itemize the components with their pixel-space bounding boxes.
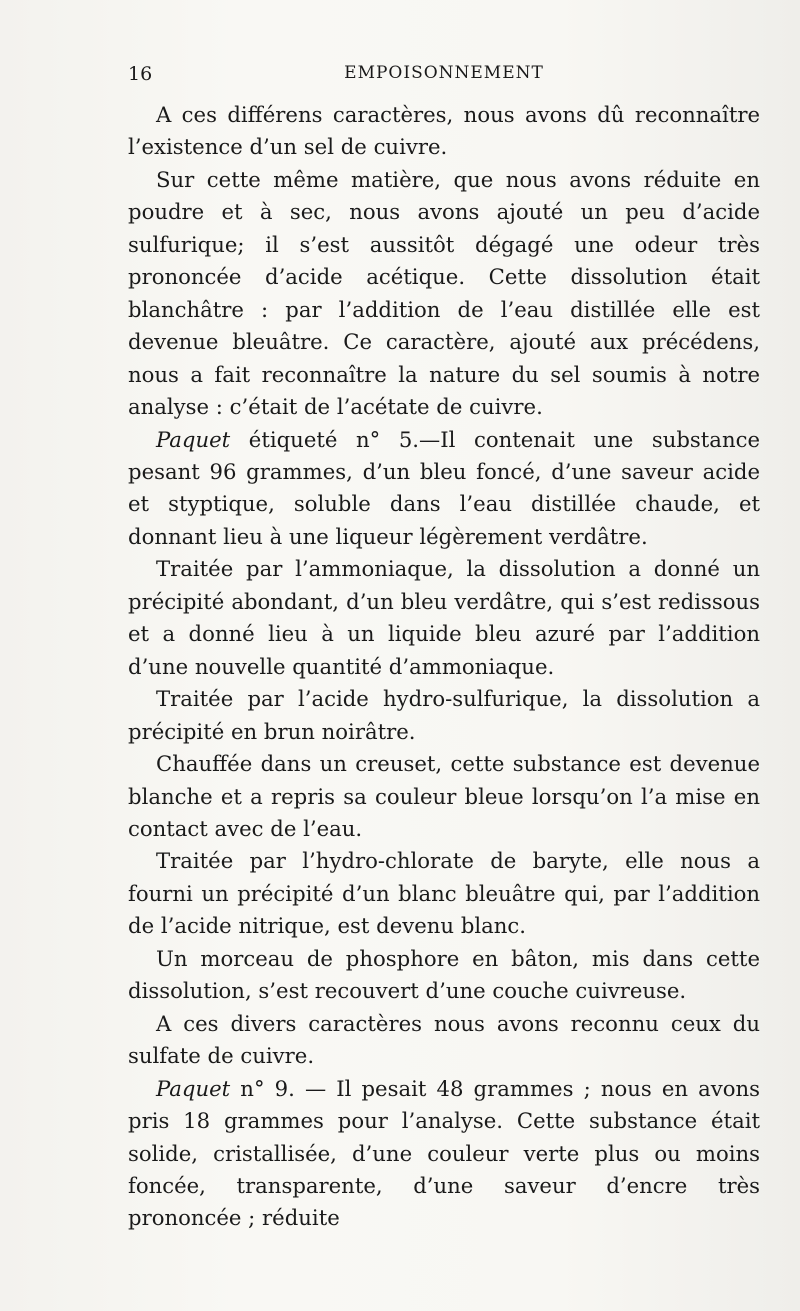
paragraph-text: Chauffée dans un creuset, cette substance est devenue blanche et a repris sa couleur bleue lorsqu’on l’a mise en contact avec de l’eau. bbox=[128, 751, 760, 841]
paragraph bbox=[128, 845, 760, 942]
paragraph-label: Paquet bbox=[156, 1075, 231, 1101]
paragraph-label: Paquet bbox=[156, 426, 231, 452]
running-title: EMPOISONNEMENT bbox=[344, 63, 544, 83]
paragraph bbox=[128, 1073, 760, 1235]
paragraph bbox=[128, 164, 760, 424]
paragraph-text: A ces divers caractères nous avons reconnu ceux du sulfate de cuivre. bbox=[128, 1010, 760, 1069]
paragraph-text: Traitée par l’hydro-chlorate de baryte, elle nous a fourni un précipité d’un blanc bleuâtre qui, par l’addition de l’acide nitrique, est devenu blanc. bbox=[128, 848, 760, 939]
paragraph-text: n° 9. — Il pesait 48 grammes ; nous en avons pris 18 grammes pour l’analyse. Cette substance était solide, cristallisée, d’une couleur verte plus ou moins foncée, transparente, d’une saveur d’encre très prononcée ; réduite bbox=[128, 1075, 760, 1231]
paragraph-text: A ces différens caractères, nous avons dû reconnaître l’existence d’un sel de cuivre. bbox=[128, 102, 760, 160]
paragraph bbox=[128, 99, 760, 164]
paragraph bbox=[128, 553, 760, 683]
paragraph bbox=[128, 424, 760, 554]
paragraph bbox=[128, 748, 760, 845]
running-head bbox=[128, 63, 760, 87]
paragraph-text: étiqueté n° 5.—Il contenait une substance pesant 96 grammes, d’un bleu foncé, d’une saveur acide et styptique, soluble dans l’eau distillée chaude, et donnant lieu à une liqueur légèrement verdâtre. bbox=[128, 426, 760, 549]
paragraph bbox=[128, 943, 760, 1008]
paragraph-text: Sur cette même matière, que nous avons réduite en poudre et à sec, nous avons ajouté un peu d’acide sulfurique; il s’est aussitôt dégagé une odeur très prononcée d’acide acétique. Cette dissolution était blanchâtre : par l’addition de l’eau distillée elle est devenue bleuâtre. Ce caractère, ajouté aux précédens, nous a fait reconnaître la nature du sel soumis à notre analyse : c’était de l’acétate de cuivre. bbox=[128, 166, 760, 420]
page-number: 16 bbox=[128, 63, 153, 85]
body-text bbox=[128, 99, 760, 1235]
paragraph-text: Un morceau de phosphore en bâton, mis dans cette dissolution, s’est recouvert d’une couche cuivreuse. bbox=[128, 945, 760, 1004]
paragraph-text: Traitée par l’ammoniaque, la dissolution a donné un précipité abondant, d’un bleu verdâtre, qui s’est redissous et a donné lieu à un liquide bleu azuré par l’addition d’une nouvelle quantité d’ammoniaque. bbox=[128, 556, 760, 679]
paragraph bbox=[128, 683, 760, 748]
paragraph-text: Traitée par l’acide hydro-sulfurique, la dissolution a précipité en brun noirâtre. bbox=[128, 686, 760, 744]
paragraph bbox=[128, 1008, 760, 1073]
